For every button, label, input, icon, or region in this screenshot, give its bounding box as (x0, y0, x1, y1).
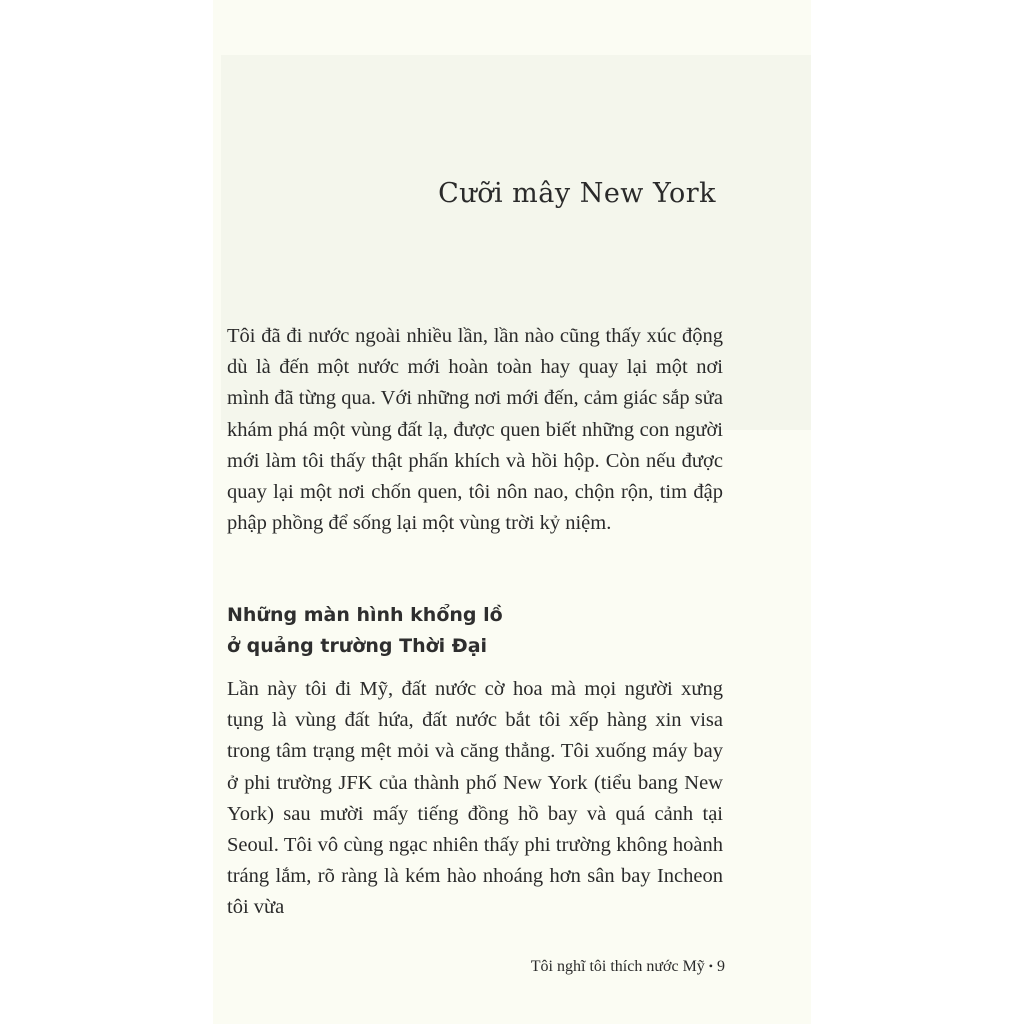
section-heading-line-2: ở quảng trường Thời Đại (227, 635, 488, 657)
chapter-title: Cưỡi mây New York (438, 178, 716, 209)
footer-separator: • (708, 959, 713, 973)
body-paragraph-2: Lần này tôi đi Mỹ, đất nước cờ hoa mà mọi người xưng tụng là vùng đất hứa, đất nước bắt tôi xếp hàng xin visa trong tâm trạng mệt mỏi và căng thẳng. Tôi xuống máy bay ở phi trường JFK của thành phố New York (tiểu bang New York) sau mười mấy tiếng đồng hồ bay và quá cảnh tại Seoul. Tôi vô cùng ngạc nhiên thấy phi trường không hoành tráng lắm, rõ ràng là kém hào nhoáng hơn sân bay Incheon tôi vừa (227, 678, 723, 919)
book-page (213, 0, 811, 1024)
page-footer (531, 958, 725, 976)
page-number: 9 (717, 958, 725, 975)
section-heading (227, 600, 727, 662)
section-heading-line-1: Những màn hình khổng lồ (227, 604, 503, 626)
footer-book-title: Tôi nghĩ tôi thích nước Mỹ (530, 958, 705, 975)
body-paragraph-1: Tôi đã đi nước ngoài nhiều lần, lần nào cũng thấy xúc động dù là đến một nước mới hoàn toàn hay quay lại một nơi mình đã từng qua. Với những nơi mới đến, cảm giác sắp sửa khám phá một vùng đất lạ, được quen biết những con người mới làm tôi thấy thật phấn khích và hồi hộp. Còn nếu được quay lại một nơi chốn quen, tôi nôn nao, chộn rộn, tim đập phập phồng để sống lại một vùng trời kỷ niệm. (227, 325, 723, 535)
